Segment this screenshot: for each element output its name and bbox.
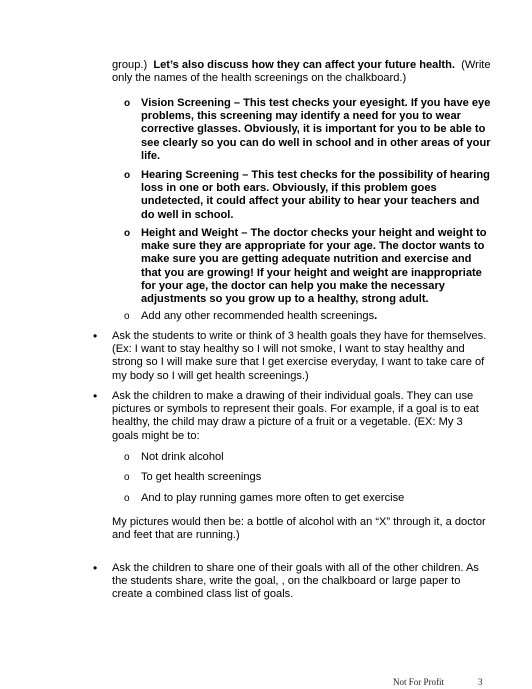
goal-text: To get health screenings bbox=[141, 471, 262, 483]
intro-lead: group.) bbox=[112, 59, 148, 71]
circle-bullet-icon: o bbox=[124, 311, 130, 322]
circle-bullet-icon: o bbox=[124, 228, 131, 239]
screening-item-height-weight bbox=[124, 227, 493, 306]
circle-bullet-icon: o bbox=[124, 170, 131, 181]
intro-paragraph bbox=[112, 59, 498, 85]
bullet-item-health-goals bbox=[93, 329, 492, 383]
bullet-icon: • bbox=[93, 329, 98, 343]
bullet-text: Ask the children to share one of their goals with all of the other children. As the students share, write the goal, , on the chalkboard or large paper to create a combined class list of goals. bbox=[112, 562, 479, 601]
bullet-icon: • bbox=[93, 389, 98, 403]
intro-bold: Let’s also discuss how they can affect your future health. bbox=[153, 59, 455, 71]
screening-text: Hearing Screening – This test checks for the possibility of hearing loss in one or both ears. Obviously, if this problem goes undetected, it could affect your ability to hear your teachers and do well in school. bbox=[141, 169, 490, 221]
screening-text: Vision Screening – This test checks your eyesight. If you have eye problems, this screening may identify a need for you to wear corrective glasses. Obviously, it is important for you to be able to see clearly so you can do well in school and in other areas of your life. bbox=[141, 97, 491, 162]
bullet-item-drawing bbox=[93, 389, 492, 443]
screening-text: Height and Weight – The doctor checks your height and weight to make sure they are appropriate for your age. The doctor wants to make sure you are getting adequate nutrition and exercise and that you are growing! If your height and weight are inappropriate for your age, the doctor can help you make the necessary adjustments so you grow up to a healthy, strong adult. bbox=[141, 227, 487, 306]
screening-text: Add any other recommended health screenings bbox=[141, 310, 375, 322]
bullet-text: Ask the students to write or think of 3 health goals they have for themselves. (Ex: I want to stay healthy so I will not smoke, I want to stay healthy and strong so I will make sure that I get exercise everyday, I want to take care of my body so I will get health screenings.) bbox=[112, 330, 487, 382]
circle-bullet-icon: o bbox=[124, 472, 130, 483]
page-number: 3 bbox=[478, 677, 483, 687]
circle-bullet-icon: o bbox=[124, 98, 131, 109]
bullet-text: Ask the children to make a drawing of their individual goals. They can use pictures or symbols to represent their goals. For example, if a goal is to eat healthy, the child may draw a picture of a fruit or a vegetable. (EX: My 3 goals might be to: bbox=[112, 390, 479, 442]
circle-bullet-icon: o bbox=[124, 493, 130, 504]
goal-item bbox=[124, 451, 493, 464]
footer-label: Not For Profit bbox=[393, 677, 445, 687]
pictures-paragraph: My pictures would then be: a bottle of alcohol with an “X” through it, a doctor and feet that are running.) bbox=[112, 516, 486, 542]
goal-text: Not drink alcohol bbox=[141, 451, 224, 463]
goal-item bbox=[124, 471, 493, 484]
bullet-item-share-goals bbox=[93, 561, 492, 602]
screening-item-vision bbox=[124, 97, 493, 163]
goal-text: And to play running games more often to get exercise bbox=[141, 492, 405, 504]
intro-tail: (Write only the names of the health screenings on the chalkboard.) bbox=[112, 59, 491, 85]
screening-item-other bbox=[124, 310, 493, 323]
circle-bullet-icon: o bbox=[124, 452, 130, 463]
bullet-icon: • bbox=[93, 561, 98, 575]
screening-end-period: . bbox=[374, 310, 378, 322]
goal-item bbox=[124, 492, 493, 505]
screening-item-hearing bbox=[124, 169, 493, 222]
